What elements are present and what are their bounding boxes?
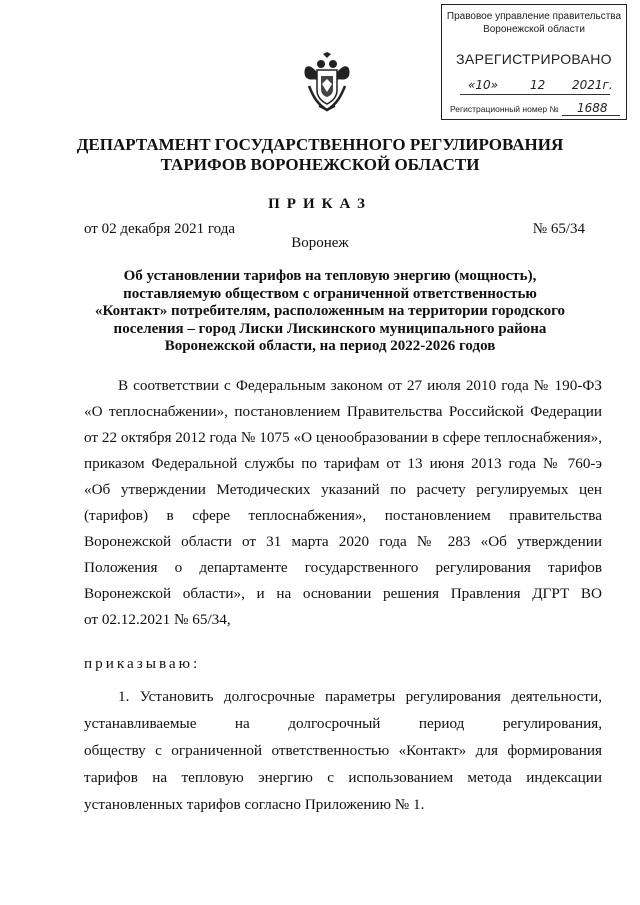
document-city: Воронеж bbox=[291, 235, 349, 251]
heading-line: поселения – город Лиски Лискинского муниципального района bbox=[113, 320, 547, 337]
stamp-date-line bbox=[460, 78, 613, 95]
preamble-line: «О теплоснабжении», постановлением Правительства Российской Федерации bbox=[84, 403, 602, 420]
preamble-line: от 02.12.2021 № 65/34, bbox=[84, 611, 231, 628]
preamble-line: В соответствии с Федеральным законом от 27 июля 2010 года № 190-ФЗ bbox=[118, 377, 602, 394]
heading-line: Об установлении тарифов на тепловую энергию (мощность), bbox=[123, 268, 537, 284]
preamble-line: «Об утверждении Методических указаний по расчету регулируемых цен bbox=[84, 481, 602, 498]
stamp-date-year: 2021г. bbox=[572, 78, 613, 92]
preamble-line: от 22 октября 2012 года № 1075 «О ценообразовании в сфере теплоснабжения», bbox=[84, 429, 602, 446]
item1-line: обществу с ограниченной ответственностью «Контакт» для формирования bbox=[84, 742, 602, 759]
preamble-line: Положения о департаменте государственного регулирования тарифов bbox=[84, 559, 602, 576]
document-date: от 02 декабря 2021 года bbox=[84, 221, 236, 237]
item1-line: установленных тарифов согласно Приложению № 1. bbox=[84, 796, 425, 813]
stamp-number-line bbox=[562, 115, 620, 116]
document-number: № 65/34 bbox=[532, 221, 585, 237]
preamble-line: приказом Федеральной службы по тарифам от 13 июня 2013 года № 760-э bbox=[84, 455, 602, 472]
stamp-authority-line1: Правовое управление правительства bbox=[446, 11, 622, 22]
stamp-number-label: Регистрационный номер № bbox=[450, 104, 559, 114]
document-type: ПРИКАЗ bbox=[268, 196, 372, 212]
item1-line: 1. Установить долгосрочные параметры регулирования деятельности, bbox=[118, 688, 602, 705]
stamp-number-value: 1688 bbox=[577, 101, 608, 115]
order-word: приказываю: bbox=[84, 655, 201, 672]
stamp-authority-line2: Воронежской области bbox=[483, 24, 585, 35]
heading-line: «Контакт» потребителям, расположенным на территории городского bbox=[94, 303, 566, 319]
heading-line: поставляемую обществом с ограниченной ответственностью bbox=[123, 285, 537, 302]
department-title-line2: ТАРИФОВ ВОРОНЕЖСКОЙ ОБЛАСТИ bbox=[160, 155, 480, 174]
stamp-date-day: «10» bbox=[468, 78, 499, 92]
stamp-date-month: 12 bbox=[530, 78, 546, 92]
department-title-line1: ДЕПАРТАМЕНТ ГОСУДАРСТВЕННОГО РЕГУЛИРОВАНИЯ bbox=[76, 135, 564, 154]
item1-line: тарифов на тепловую энергию с использованием метода индексации bbox=[84, 769, 602, 786]
item1-line: устанавливаемые на долгосрочный период регулирования, bbox=[84, 715, 602, 732]
heading-line: Воронежской области, на период 2022-2026 годов bbox=[164, 338, 496, 354]
coat-of-arms-emblem-icon bbox=[303, 52, 351, 112]
registration-stamp bbox=[441, 4, 627, 120]
preamble-line: (тарифов) в сфере теплоснабжения», постановлением правительства bbox=[84, 507, 602, 524]
stamp-registered-label: ЗАРЕГИСТРИРОВАНО bbox=[456, 51, 612, 67]
preamble-line: Воронежской области от 31 марта 2020 года № 283 «Об утверждении bbox=[84, 533, 602, 550]
preamble-line: Воронежской области», и на основании решения Правления ДГРТ ВО bbox=[84, 585, 602, 602]
document-heading bbox=[90, 268, 570, 356]
